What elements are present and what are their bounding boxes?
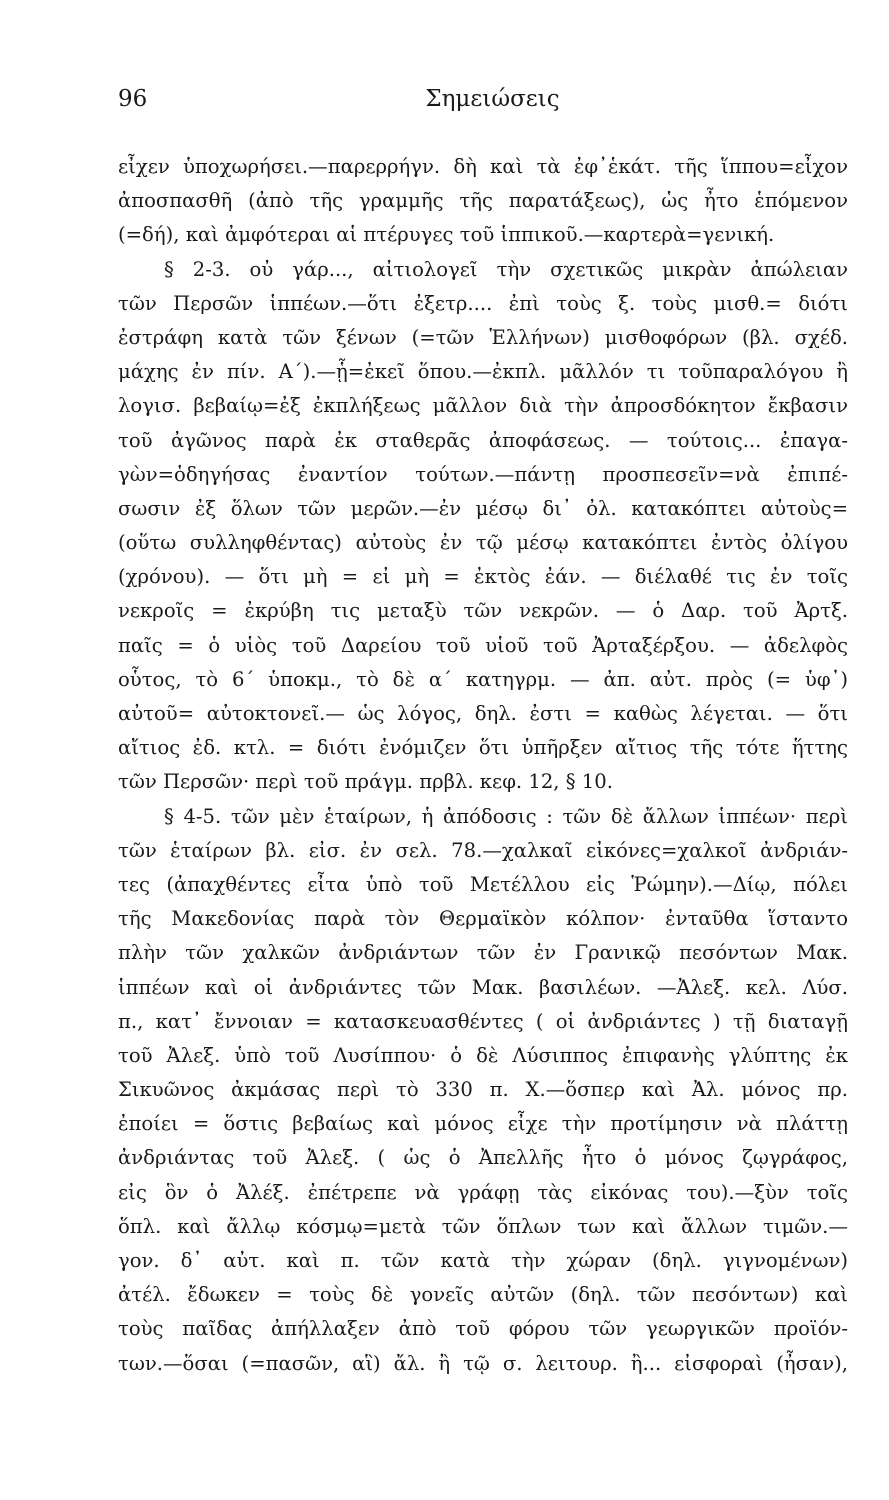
text-line: ἀνδριάντας τοῦ Ἀλεξ. ( ὡς ὁ Ἀπελλῆς ἦτο ὁ μόνος ζῳγράφος, [118,1146,848,1170]
text-line: τῶν Περσῶν ἱππέων.—ὅτι ἐξετρ.... ἐπὶ τοὺς ξ. τοὺς μισθ.= διότι [118,291,848,315]
paragraph-start-line: § 4-5. τῶν μὲν ἑταίρων, ἡ ἀπόδοσις : τῶν δὲ ἄλλων ἱππέων· περὶ [164,804,848,828]
page-number: 96 [118,86,148,112]
text-line: τες (ἀπαχθέντες εἶτα ὑπὸ τοῦ Μετέλλου εἰς Ῥώμην).—Δίῳ, πόλει [118,872,848,896]
text-line: λογισ. βεβαίῳ=ἐξ ἐκπλήξεως μᾶλλον διὰ τὴν ἀπροσδόκητον ἔκβασιν [118,394,848,418]
text-line: πλὴν τῶν χαλκῶν ἀνδριάντων τῶν ἐν Γρανικῷ πεσόντων Μακ. [118,941,848,965]
text-line: παῖς = ὁ υἱὸς τοῦ Δαρείου τοῦ υἱοῦ τοῦ Ἀρταξέρξου. — ἀδελφὸς [118,633,848,657]
text-line: τῶν ἑταίρων βλ. εἰσ. ἐν σελ. 78.—χαλκαῖ εἰκόνες=χαλκοῖ ἀνδριάν- [118,838,848,862]
text-line: τῶν Περσῶν· περὶ τοῦ πράγμ. πρβλ. κεφ. 12, § 10. [118,770,613,794]
text-line: τοῦ Ἀλεξ. ὑπὸ τοῦ Λυσίππου· ὁ δὲ Λύσιππος ἐπιφανὴς γλύπτης ἐκ [118,1043,848,1067]
text-line: αὐτοῦ= αὐτοκτονεῖ.— ὡς λόγος, δηλ. ἐστι = καθὼς λέγεται. — ὅτι [118,702,848,725]
text-line: Σικυῶνος ἀκμάσας περὶ τὸ 330 π. Χ.—ὅσπερ καὶ Ἀλ. μόνος πρ. [118,1078,848,1102]
text-line: (χρόνου). — ὅτι μὴ = εἰ μὴ = ἐκτὸς ἐάν. — διέλαθέ τις ἐν τοῖς [118,565,848,589]
text-line: ὅπλ. καὶ ἄλλῳ κόσμῳ=μετὰ τῶν ὅπλων των καὶ ἄλλων τιμῶν.— [118,1214,848,1238]
text-line: (οὕτω συλληφθέντας) αὐτοὺς ἐν τῷ μέσῳ κατακόπτει ἐντὸς ὀλίγου [118,531,848,555]
text-line: αἴτιος ἐδ. κτλ. = διότι ἐνόμιζεν ὅτι ὑπῆρξεν αἴτιος τῆς τότε ἥττης [118,736,848,760]
text-line: ἀποσπασθῆ (ἀπὸ τῆς γραμμῆς τῆς παρατάξεως), ὡς ἦτο ἑπόμενον [118,189,848,213]
text-line: ἐποίει = ὅστις βεβαίως καὶ μόνος εἶχε τὴν προτίμησιν νὰ πλάττῃ [118,1112,848,1136]
text-line: ἱππέων καὶ οἱ ἀνδριάντες τῶν Μακ. βασιλέων. —Ἀλεξ. κελ. Λύσ. [118,975,848,999]
paragraph-start-line: § 2-3. οὐ γάρ..., αἰτιολογεῖ τὴν σχετικῶς μικρὰν ἀπώλειαν [164,257,848,281]
text-line: τοῦ ἀγῶνος παρὰ ἐκ σταθερᾶς ἀποφάσεως. — τούτοις... ἐπαγα- [118,428,848,452]
page-header [118,86,847,122]
text-line: σωσιν ἐξ ὅλων τῶν μερῶν.—ἐν μέσῳ δι᾽ ὀλ. κατακόπτει αὐτοὺς= [118,496,848,520]
running-title: Σημειώσεις [425,86,560,112]
body-text [118,150,848,1381]
text-line: π., κατ᾽ ἔννοιαν = κατασκευασθέντες ( οἱ ἀνδριάντες ) τῇ διαταγῇ [118,1009,848,1033]
text-line: ἐστράφη κατὰ τῶν ξένων (=τῶν Ἑλλήνων) μισθοφόρων (βλ. σχέδ. [118,325,848,349]
text-line: εἰς ὃν ὁ Ἀλέξ. ἐπέτρεπε νὰ γράφῃ τὰς εἰκόνας του).—ξὺν τοῖς [118,1180,848,1204]
text-line: ἀτέλ. ἔδωκεν = τοὺς δὲ γονεῖς αὐτῶν (δηλ. τῶν πεσόντων) καὶ [118,1283,848,1307]
text-line: μάχης ἐν πίν. Α΄).—ᾗ=ἐκεῖ ὅπου.—ἐκπλ. μᾶλλόν τι τοῦπαραλόγου ἢ [118,360,848,384]
text-line: τοὺς παῖδας ἀπήλλαξεν ἀπὸ τοῦ φόρου τῶν γεωργικῶν προϊόν- [118,1317,848,1341]
text-line: εἶχεν ὑποχωρήσει.—παρερρήγν. δὴ καὶ τὰ ἐφ᾽ἑκάτ. τῆς ἵππου=εἶχον [118,155,848,178]
text-line: οὗτος, τὸ 6΄ ὑποκμ., τὸ δὲ α΄ κατηγρμ. — ἀπ. αὐτ. πρὸς (= ὑφ᾽) [118,667,848,691]
text-line: νεκροῖς = ἐκρύβη τις μεταξὺ τῶν νεκρῶν. — ὁ Δαρ. τοῦ Ἀρτξ. [118,599,848,623]
text-line: τῆς Μακεδονίας παρὰ τὸν Θερμαϊκὸν κόλπον· ἐνταῦθα ἵσταντο [118,907,848,931]
text-line: (=δή), καὶ ἀμφότεραι αἱ πτέρυγες τοῦ ἱππικοῦ.—καρτερὰ=γενική. [118,223,775,247]
text-line: των.—ὅσαι (=πασῶν, αἳ) ἄλ. ἢ τῷ σ. λειτουρ. ἢ... εἰσφοραὶ (ἦσαν), [118,1351,848,1375]
text-line: γὼν=ὁδηγήσας ἐναντίον τούτων.—πάντῃ προσπεσεῖν=νὰ ἐπιπέ- [118,462,848,486]
text-line: γον. δ᾽ αὐτ. καὶ π. τῶν κατὰ τὴν χώραν (δηλ. γιγνομένων) [118,1249,848,1272]
